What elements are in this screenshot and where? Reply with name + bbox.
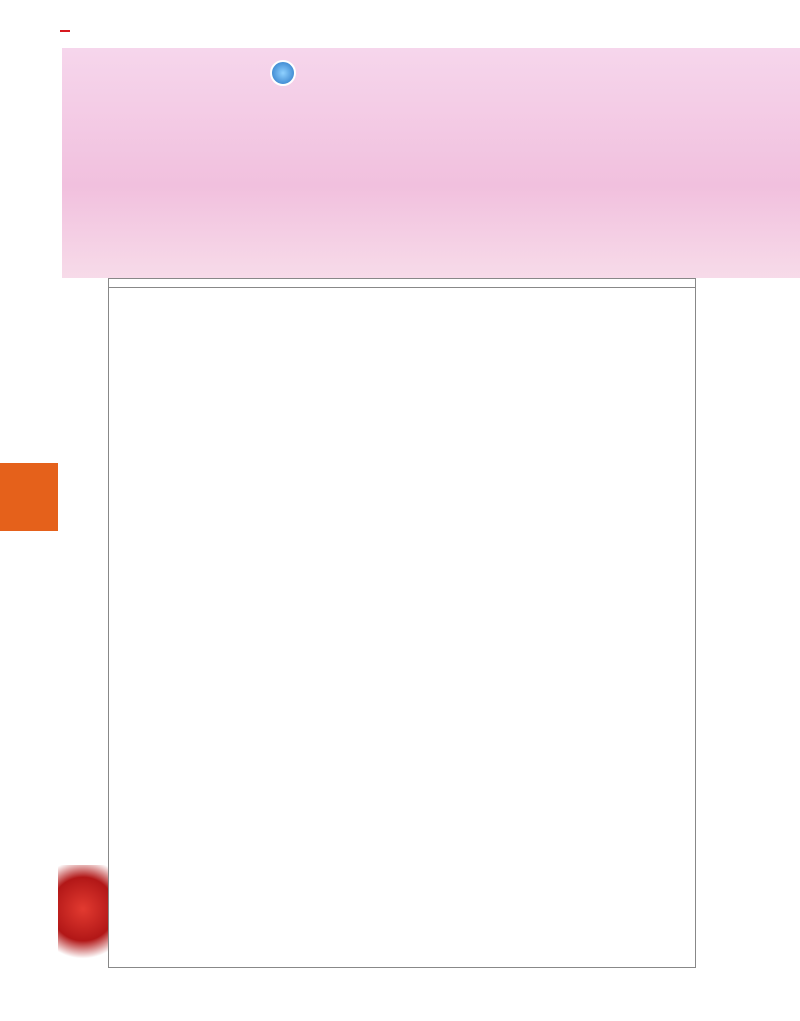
right-decoration — [700, 278, 800, 978]
ad-tag — [60, 30, 70, 32]
table-header — [109, 279, 695, 288]
globe-icon — [270, 60, 296, 86]
top-banner — [0, 0, 800, 50]
section-side-label — [0, 463, 58, 531]
company-logo — [210, 58, 360, 128]
contact-panel — [62, 48, 800, 278]
peony-decoration — [58, 865, 108, 975]
footer — [0, 978, 800, 1021]
tour-price-table — [108, 278, 696, 968]
